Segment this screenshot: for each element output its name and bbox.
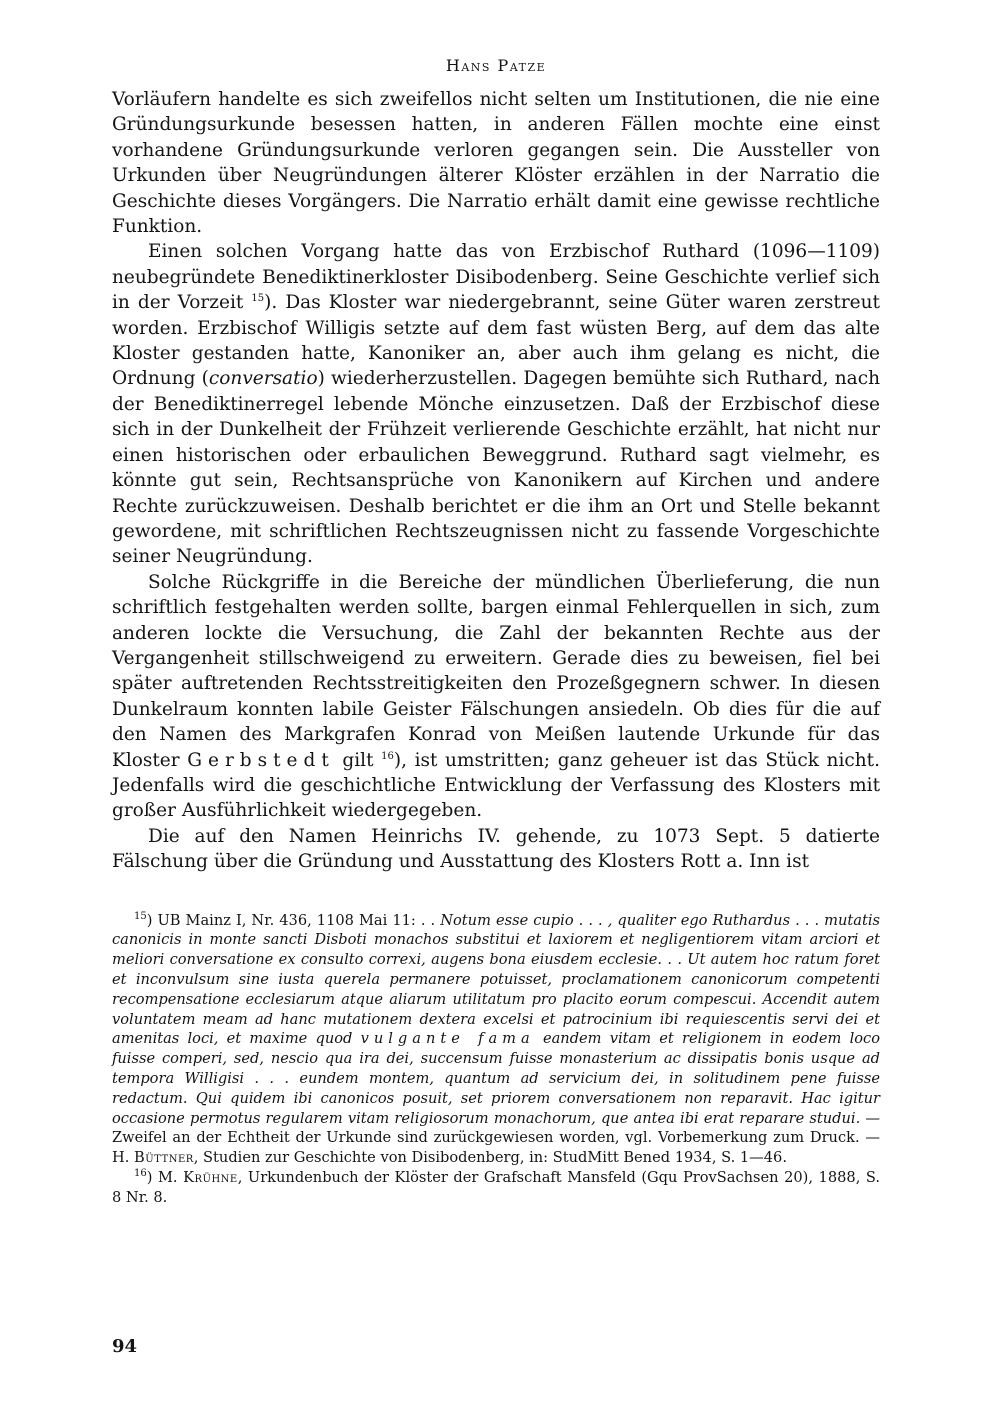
paragraph-3	[112, 570, 880, 824]
footnote-15-part-a: ) UB Mainz I, Nr. 436, 1108 Mai 11: . .	[146, 911, 441, 929]
footnote-15	[112, 911, 880, 1168]
footnote-15-latin-spaced: vulgante fama	[360, 1030, 535, 1048]
paragraph-3-part-b: gilt	[334, 749, 382, 771]
footnotes	[112, 911, 880, 1208]
footnote-15-part-c: , Studien zur Geschichte von Disibodenberg, in: StudMitt Bened 1934, S. 1—46.	[193, 1149, 787, 1167]
paragraph-2-part-b: ). Das Kloster war niedergebrannt, seine Güter waren zerstreut worden. Erzbischof Willigis setzte auf dem fast wüsten Berg, auf dem das alte Kloster gestanden hatte, Kanoniker an, aber auch ihm gelang es nicht, die Ordnung (	[112, 292, 880, 390]
paragraph-3-part-c: ), ist umstritten; ganz geheuer ist das Stück nicht. Jedenfalls wird die geschichtliche Entwicklung der Verfassung des Klosters mit großer Ausführlichkeit wiedergegeben.	[112, 749, 880, 822]
page	[112, 56, 880, 1208]
footnote-16-part-a: ) M.	[146, 1168, 184, 1186]
paragraph-4: Die auf den Namen Heinrichs IV. gehende, zu 1073 Sept. 5 datierte Fälschung über die Gründung und Ausstattung des Klosters Rott a. Inn ist	[112, 825, 880, 873]
paragraph-2-part-c: ) wiederherzustellen. Dagegen bemühte sich Ruthard, nach der Benediktinerregel lebende Mönche einzusetzen. Daß der Erzbischof diese sich in der Dunkelheit der Frühzeit verlierende Geschichte erzählt, hat nicht nur einen historischen oder erbaulichen Beweggrund. Ruthard sagt vielmehr, es könnte gut sein, Rechtsansprüche von Kanonikern auf Kirchen und andere Rechte zurückzuweisen. Deshalb berichtet er die ihm an Ort und Stelle bekannt gewordene, mit schriftlichen Rechtszeugnissen nicht zu fassende Vorgeschichte seiner Neugründung.	[112, 368, 880, 568]
footnote-ref-16[interactable]: 16	[381, 750, 394, 762]
footnote-16-author: Krühne	[183, 1168, 238, 1186]
paragraph-2	[112, 239, 880, 569]
footnote-15-latin-1: Notum esse cupio . . . , qualiter ego Ruthardus . . . mutatis canonicis in monte sancti Disboti monachos substitui et laxiorem et negligentiorem vitam arciori et meliori conversatione ex consulto correxi, augens bona eiusdem ecclesie. . . Ut autem hoc ratum foret et inconvulsum sine iusta querela permanere potuisset, proclamationem canonicorum competenti recompensatione ecclesiarum atque aliarum utilitatum pro placito eorum compescui. Accendit autem voluntatem meam ad hanc mutationem dextera excelsi et patrocinium ibi requiescentis servi dei et amenitas loci, et maxime quod	[112, 911, 880, 1048]
footnote-15-author: Büttner	[134, 1149, 194, 1167]
paragraph-2-italic: conversatio	[208, 368, 318, 390]
paragraph-3-spaced-name: Gerbstedt	[187, 749, 335, 771]
footnote-15-number: 15	[134, 910, 147, 922]
main-text	[112, 87, 880, 875]
footnote-16-number: 16	[134, 1168, 147, 1180]
page-number: 94	[112, 1336, 138, 1357]
paragraph-3-part-a: Solche Rückgriffe in die Bereiche der mündlichen Überlieferung, die nun schriftlich festgehalten werden sollte, bargen einmal Fehlerquellen in sich, zum anderen lockte die Versuchung, die Zahl der bekannten Rechte aus der Vergangenheit stillschweigend zu erweitern. Gerade dies zu beweisen, fiel bei später auftretenden Rechtsstreitigkeiten den Prozeßgegnern schwer. In diesen Dunkelraum konnten labile Geister Fälschungen ansiedeln. Ob dies für die auf den Namen des Markgrafen Konrad von Meißen lautende Urkunde für das Kloster	[112, 571, 880, 771]
footnote-ref-15[interactable]: 15	[251, 293, 265, 305]
paragraph-2-part-a: Einen solchen Vorgang hatte das von Erzbischof Ruthard (1096—1109) neubegründete Benediktinerkloster Disibodenberg. Seine Geschichte verlief sich in der Vorzeit	[112, 241, 880, 314]
footnote-16-part-b: , Urkundenbuch der Klöster der Grafschaft Mansfeld (Gqu ProvSachsen 20), 1888, S. 8 Nr. 8.	[112, 1168, 880, 1206]
paragraph-1: Vorläufern handelte es sich zweifellos nicht selten um Institutionen, die nie eine Gründungsurkunde besessen hatten, in anderen Fällen mochte eine einst vorhandene Gründungsurkunde verloren gegangen sein. Die Aussteller von Urkunden über Neugründungen älterer Klöster erzählen in der Narratio die Geschichte dieses Vorgängers. Die Narratio erhält damit eine gewisse rechtliche Funktion.	[112, 89, 880, 238]
running-head: Hans Patze	[445, 56, 547, 75]
footnote-16	[112, 1168, 880, 1208]
footnote-15-part-b: — Zweifel an der Echtheit der Urkunde sind zurückgewiesen worden, vgl. Vorbemerkung zum Druck. — H.	[112, 1109, 881, 1167]
footnote-15-latin-2: eandem vitam et religionem in eodem loco fuisse comperi, sed, nescio qua ira dei, succensum fuisse monasterium ac dissipatis bonis usque ad tempora Willigisi . . . eundem montem, quantum ad servicium dei, in solitudinem pene fuisse redactum. Qui quidem ibi canonicos posuit, set priorem conversationem non reparavit. Hac igitur occasione permotus regularem vitam religiosorum monachorum, que antea ibi erat reparare studui.	[112, 1030, 880, 1127]
